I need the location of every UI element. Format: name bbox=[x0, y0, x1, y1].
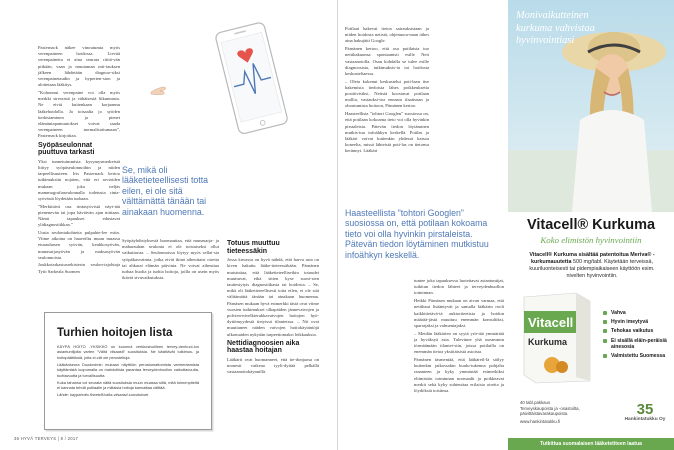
section-heading: Syöpäseulonnat puuttuva tarkasti bbox=[38, 141, 95, 157]
ad-description bbox=[522, 252, 662, 280]
paragraph: Pärnänen kertoo, että osa potilaista tuo nettihakuunsa spontaanisti esille Nett vastaanotolla. Osan kohdalla se tulee esille diagnoosista, tutkimuksis-ta tai hoidosta keskusteltaessa. bbox=[345, 46, 429, 76]
paragraph: – Meidän lääkärien on syytä yrit-tää ymmärtää ja hyväksyä asia. Tulevinne yhä useammin törmäämään tilantei-siin, joissa potilailla on enemmän tietoa yksittäisistä asioista. bbox=[414, 330, 504, 355]
paragraph: ”Merkittävä osa rintasyövistä näyt-tää pienenevän tai jopa häviävän ajan mittaan. Nämä tapaukset edustavat ylidiagnostiikkaa.” bbox=[38, 203, 120, 228]
pack-product-text: Kurkuma bbox=[528, 337, 568, 347]
paragraph: Yksi tunnetuimmista kysymysmerkeistä liittyy syöpäseulonnoihin ja niiden tarpeellisuuteen. Iris Pasternack kertoo tutkimuksiin nojaten, että eri arvioiden mukaan joka neljäs mammografiaseulonnalla todetusta rinta-syövästä löydetään turhaan. bbox=[38, 158, 120, 201]
left-column-1 bbox=[38, 45, 120, 276]
paragraph: tuntee joka tapauksessa luotettavat asiantuntijat, tutkitun tiedon lähteet ja terveydenhuollon toiminnan. bbox=[414, 278, 504, 296]
box-paragraph: Kuka tahansa voi seurata näitä suosituksia muun muassa siitä, mitä toimenpiteitä ei kannata tehdä potilaalle ja millaisia hoitoja kannattaa välttää. bbox=[57, 379, 199, 391]
box-title: Turhien hoitojen lista bbox=[57, 327, 173, 339]
paragraph: Potilaat hakevat tietoa sairauksistaan ja niiden hoidosta netistä, ohjenuora-naan tähes aina hakujätti Google. bbox=[345, 26, 429, 44]
section-heading: Totuus muuttuu tieteessäkin bbox=[227, 240, 280, 255]
paragraph: Haasteellista ”tohtori Googlen” suosiossa on, että potilaan kokoama tieto voi olla hyvinkin pirstaleista. Pätevän tiedon löytäminen mutkis-tuu infoähkyn keskellä. Potilas ja lääkäri voivat kuitenkin yhdessä katsoa koneelta, missä lähteistä poti-las on tietonsa kerännyt. Lääkäri bbox=[345, 111, 429, 154]
anniversary-label: Hankintatukku Oy bbox=[624, 417, 666, 422]
pull-quote: Se, mikä oli lääketieteellisesti totta eilen, ei ole sitä välttämättä tänään tai ainakaan huomenna. bbox=[122, 165, 209, 217]
benefit-item: Vahva bbox=[603, 310, 671, 317]
pull-quote: Haasteellista ”tohtori Googlen” suosiossa on, että potilaan kokoama tieto voi olla hyvinkin pirstaleista. Pätevän tiedon löytäminen mutkistuu infoähkyn keskellä. bbox=[345, 208, 489, 260]
left-column-3 bbox=[227, 238, 319, 377]
benefit-item: Ei sisällä eläin-peräisiä ainesosia bbox=[603, 338, 671, 351]
ad-tagline: Monivaikutteinen kurkuma vahvistaa hyvinvointiasi bbox=[516, 10, 595, 47]
pointing-hand-icon bbox=[150, 84, 168, 96]
ad-website-link[interactable]: www.hankintatukku.fi bbox=[520, 418, 561, 424]
ad-description-text: 500 mg/tabl. Käytetään terveissä, kuuriluonteisesti tai pidempiaikaiseen käyttöön esim. nivelten hyvinvointiin. bbox=[529, 259, 655, 279]
paragraph: Joukkotarkastusrekisterin seulon-tajohtaja Tytti Sarkeala Suomen bbox=[38, 262, 120, 274]
benefit-item: Valmistettu Suomessa bbox=[603, 353, 671, 360]
section-heading: Nettidiagnoosien aika haastaa hoitajan bbox=[227, 339, 300, 355]
paragraph: Heikki Pärnäsen mukaan on aivan varmaa, että nettihaut lisääntyvät ja samalla lääkärin rooli kaikkitietävä-tä auktoriteetista ja hoidon määrää-jästä muuttuu enemmän konsultiksi, sparrajaksi ja valmentajaksi. bbox=[414, 298, 504, 328]
ad-description-bold: Vitacell® Kurkuma sisältää patentoitua Meriva® -kurkumauutetta bbox=[529, 252, 655, 265]
ad-brand: Vitacell® Kurkuma bbox=[526, 217, 656, 233]
ad-subtitle: Koko elimistön hyvinvointiin bbox=[540, 235, 642, 245]
benefit-item: Tehokas vaikutus bbox=[603, 328, 671, 335]
ad-footer-bar: Tutkittua suomalaisen lääketetiteen laatua bbox=[508, 438, 674, 450]
paragraph: Pasternack näkee vinoutumia myös verenpaineen hoidossa. Lievää verenpainetta ei aina seurata riittä-vän pitkään, vaan jo muutaman mit-tauksen jälkeen lähdetään diagnoo-siksi verenpainetaudin ja hyperten-sion ja aloitetaan lääkitys. bbox=[38, 45, 120, 88]
pack-brand-text: Vitacell bbox=[528, 315, 574, 330]
right-column-1 bbox=[345, 26, 429, 156]
benefit-list bbox=[603, 310, 671, 363]
paragraph: ”Kohonnut verenpaine voi olla myös merkki stressistä ja vähäisestä liikunnasta. Ne eivät kuitenkaan korjaannu lääkehoidolla. Ja toisaalta jo syöden tiedostaminen ja pienet elämäntapamuutokset voivat saada verenpaineen normalisoitumaan”, Pasternack kirjoittaa. bbox=[38, 89, 120, 139]
page-folio: 36 HYVÄ TERVEYS | 8 / 2017 bbox=[14, 436, 79, 441]
paragraph: Lääkärit ovat huomanneet, että tie-donjaosa on monesti vaikeaa tyyli-dyttää pelkällä vastaanottokäynnillä. bbox=[227, 357, 319, 375]
box-source: Lähde: kaypahoito.fi/web/fi/valta-viisaasti-suositukset bbox=[57, 392, 149, 398]
paragraph: Uusia seulontakohteita pulpahte-lee esiin. Viime aikoina on haaveiltu muun muassa eturauhasen syövän, keuhkosyövän, munasarjasyövän ja maksasyövän seulonnoista. bbox=[38, 229, 120, 260]
box-paragraph: KÄYPÄ HOITO -YKSIKKÖ on koonnut verkkosivuilleen tervey-denhuol-lon asiantuntijoita varten ”Vältä viisaasti” suosituksia. Ne käsittävät tutkimus- ja hoitopäätöksiä, joita ei-vät ole perusteltuja. bbox=[57, 344, 199, 360]
ad-small-line: Terveyskaupoista ja -osastoilta, päivittäistavarakaupoista. bbox=[520, 405, 580, 417]
paragraph: Syöpäyhdistyksestä huomauttaa, että munasarja- ja maharauhan seulonta ei ole toistaiseksi ollut vaikuttavaa. – Seulonnoissa löytyy myös sellai-sia syöpäkasvaimia, jotka eivät ikinä aiheuttaisi oireita tai ahkarai elämän päivinta. Ne voivat aiheuttaa turhaa huolta ja turhia hoitoja, joilla on usein myös ikäviä sivuvaikutuksia. bbox=[122, 238, 219, 281]
smartphone-icon bbox=[214, 20, 292, 148]
spread-divider bbox=[337, 0, 338, 450]
product-pack bbox=[518, 289, 596, 385]
ad-small-line: 40 tabl.pakkaus bbox=[520, 400, 551, 405]
left-column-2 bbox=[122, 238, 219, 283]
advertisement bbox=[508, 0, 674, 450]
paragraph: Jossa kuvassa on hyvä nähdä, että harva asia on kiven hakattu lääke-tieteessäkään. Pärnänen muistuttaa, että lääketieteellisetkin totuudet muuttuvat, eikä sitten kyse suosi-sien tautiesiytyis diagnostiikasta tai hoidosta. – Se, mikä oli lääketieteellisesti totta eilen, ei ole sitä välttämättä tänään tai ainakaan huomenna. Pärnäsen mukaan hyvä esimerkki tästä ovat viime vuosien tutkimukset olkapäiden jännevaivojen ja polvien-nivelkierukkavaivojen hoitojen hyö-dyttömyydestä tietyissä tilanteissa. – Nit ovat muuttaneet näiden vaivojen hoitokäytäntöjä ulkomaiden nykyään tarpeettomaksi leikkauksia. bbox=[227, 257, 319, 337]
ad-small-print bbox=[520, 400, 600, 424]
paragraph: – Oleta kokenut keskustelut poti-laan itse hakemista tiedoista lähes poikkeuksetta positiivisiksi. Netistä koostavat potilaan mollia, vastauksi-toa ennasta ifaatisuan ja ohoutumista hoitoon, Pärnänen kertoo. bbox=[345, 78, 429, 109]
right-column-2 bbox=[414, 278, 504, 396]
info-box bbox=[44, 312, 212, 430]
box-paragraph: Lääkäriseura Duodecimin mukaan näyttöön perustumattomista varmentamista käyttämistä luopumalla on mahdollista parantaa terveydenhuollon vaikuttavuutta, tuottavuutta ja turvallisuutta. bbox=[57, 361, 199, 378]
anniversary-number: 35 bbox=[636, 401, 654, 418]
benefit-item: Hyvin imeytyvä bbox=[603, 319, 671, 326]
paragraph: Pärnänen täsmentää, että lääkäreil-lä säilyy kuitenkin jatkossakin kuulu-tukenna pohjalta raaanteen ja kyky ymmärtää esimerkiksi eliimistön toiminnan normaalit ja poikkeavat merkit sekä kyky suhteuttaa erilaisia oireita ja löydöksiä toisiinsa. bbox=[414, 356, 504, 393]
anniversary-logo bbox=[618, 402, 672, 422]
